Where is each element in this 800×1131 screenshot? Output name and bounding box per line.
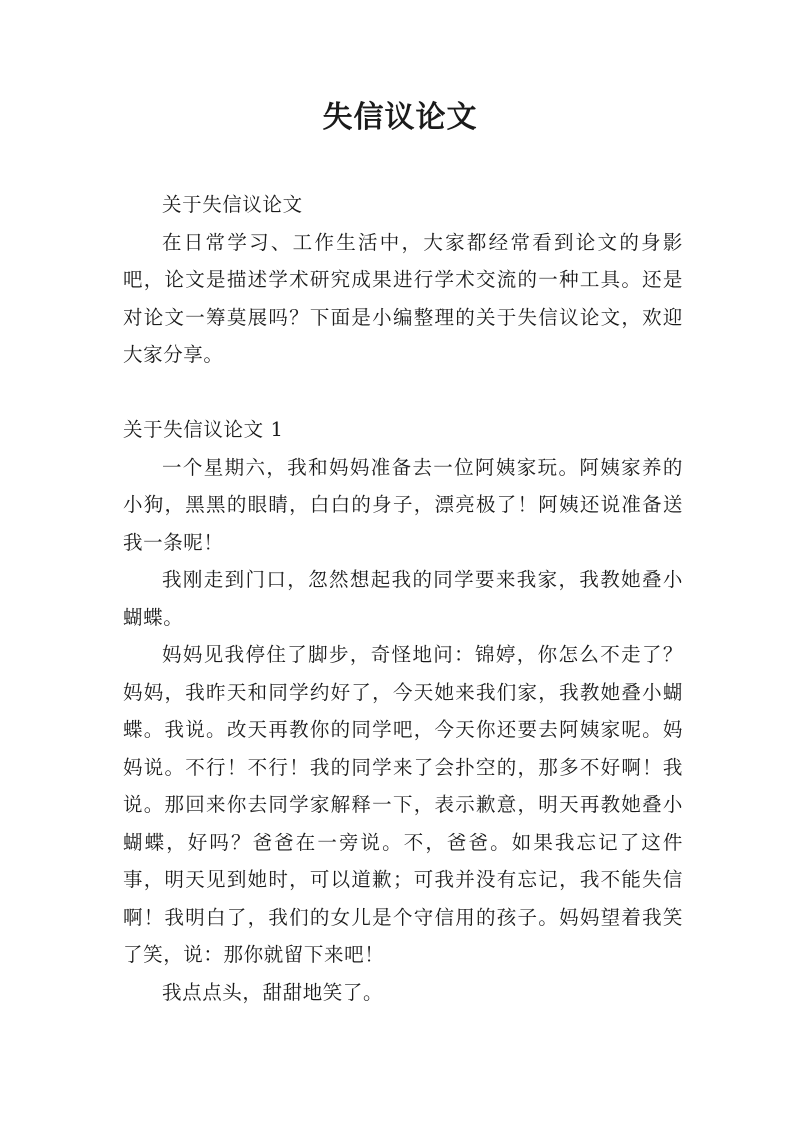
paragraph-1: 一个星期六，我和妈妈准备去一位阿姨家玩。阿姨家养的小狗，黑黑的眼睛，白白的身子，漂亮极了！阿姨还说准备送我一条呢！ <box>123 455 683 554</box>
section-heading: 关于失信议论文 1 <box>123 418 284 441</box>
paragraph-2: 我刚走到门口，忽然想起我的同学要来我家，我教她叠小蝴蝶。 <box>123 568 683 629</box>
section-spacer <box>123 374 683 412</box>
document-title: 失信议论文 <box>322 100 478 135</box>
paragraph-4: 我点点头，甜甜地笑了。 <box>162 980 384 1004</box>
intro-heading: 关于失信议论文 <box>162 193 303 216</box>
paragraph-3: 妈妈见我停住了脚步，奇怪地问：锦婷，你怎么不走了？妈妈，我昨天和同学约好了，今天她来我们家，我教她叠小蝴蝶。我说。改天再教你的同学吧，今天你还要去阿姨家呢。妈妈说。不行！不行！我的同学来了会扑空的，那多不好啊！我说。那回来你去同学家解释一下，表示歉意，明天再教她叠小蝴蝶，好吗？爸爸在一旁说。不，爸爸。如果我忘记了这件事，明天见到她时，可以道歉；可我并没有忘记，我不能失信啊！我明白了，我们的女儿是个守信用的孩子。妈妈望着我笑了笑，说：那你就留下来吧！ <box>123 643 683 966</box>
document-body <box>123 186 683 1011</box>
intro-paragraph: 在日常学习、工作生活中，大家都经常看到论文的身影吧，论文是描述学术研究成果进行学术交流的一种工具。还是对论文一筹莫展吗？下面是小编整理的关于失信议论文，欢迎大家分享。 <box>123 230 683 366</box>
